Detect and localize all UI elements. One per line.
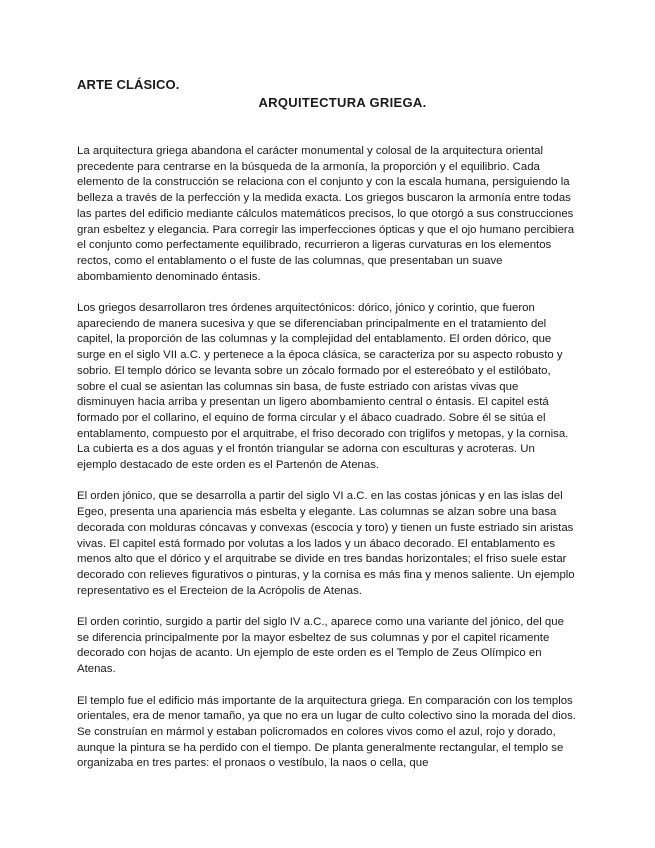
page-heading: ARQUITECTURA GRIEGA. — [258, 95, 427, 110]
paragraph-orders-doric: Los griegos desarrollaron tres órdenes arquitectónicos: dórico, jónico y corintio, que fueron apareciendo de manera sucesiva y que se diferenciaban principalmente en el tratamiento del capitel, la proporción de las columnas y la complejidad del entablamento. El orden dórico, que surge en el siglo VII a.C. y pertenece a la época clásica, se caracteriza por su aspecto robusto y sobrio. El templo dórico se levanta sobre un zócalo formado por el estereóbato y el estilóbato, sobre el cual se asientan las columnas sin basa, de fuste estriado con aristas vivas que disminuyen hacia arriba y presentan un ligero abombamiento central o éntasis. El capitel está formado por el collarino, el equino de forma circular y el ábaco cuadrado. Sobre él se sitúa el entablamento, compuesto por el arquitrabe, el friso decorado con triglifos y metopas, y la cornisa. La cubierta es a dos aguas y el frontón triangular se adorna con esculturas y acroteras. Un ejemplo destacado de este orden es el Partenón de Atenas. — [77, 302, 569, 472]
section-title: ARTE CLÁSICO. — [77, 77, 180, 92]
paragraph-temple: El templo fue el edificio más importante de la arquitectura griega. En comparación con los templos orientales, era de menor tamaño, ya que no era un lugar de culto colectivo sino la morada del dios. Se construían en mármol y estaban policromados en colores vivos como el azul, rojo y dorado, aunque la pintura se ha perdido con el tiempo. De planta generalmente rectangular, el templo se organizaba en tres partes: el pronaos o vestíbulo, la naos o cella, que — [77, 694, 576, 770]
paragraph-ionic: El orden jónico, que se desarrolla a partir del siglo VI a.C. en las costas jónicas y en las islas del Egeo, presenta una apariencia más esbelta y elegante. Las columnas se alzan sobre una basa decorada con molduras cóncavas y convexas (escocia y toro) y tienen un fuste estriado sin aristas vivas. El capitel está formado por volutas a los lados y un ábaco decorado. El entablamento es menos alto que el dórico y el arquitrabe se divide en tres bandas horizontales; el friso suele estar decorado con relieves figurativos o pinturas, y la cornisa es más fina y menos saliente. Un ejemplo representativo es el Erecteion de la Acrópolis de Atenas. — [77, 490, 575, 597]
paragraph-intro: La arquitectura griega abandona el carácter monumental y colosal de la arquitectura oriental precedente para centrarse en la búsqueda de la armonía, la proporción y el equilibrio. Cada elemento de la construcción se relaciona con el conjunto y con la escala humana, persiguiendo la belleza a través de la perfección y la medida exacta. Los griegos buscaron la armonía entre todas las partes del edificio mediante cálculos matemáticos precisos, lo que otorgó a sus construcciones gran esbeltez y elegancia. Para corregir las imperfecciones ópticas y que el ojo humano percibiera el conjunto como perfectamente equilibrado, recurrieron a ligeras curvaturas en los elementos rectos, como el entablamento o el fuste de las columnas, que presentaban un suave abombamiento denominado éntasis. — [77, 145, 575, 283]
document-body — [77, 144, 577, 788]
paragraph-corinthian: El orden corintio, surgido a partir del siglo IV a.C., aparece como una variante del jónico, del que se diferencia principalmente por la mayor esbeltez de sus columnas y por el capitel ricamente decorado con hojas de acanto. Un ejemplo de este orden es el Templo de Zeus Olímpico en Atenas. — [77, 616, 564, 676]
